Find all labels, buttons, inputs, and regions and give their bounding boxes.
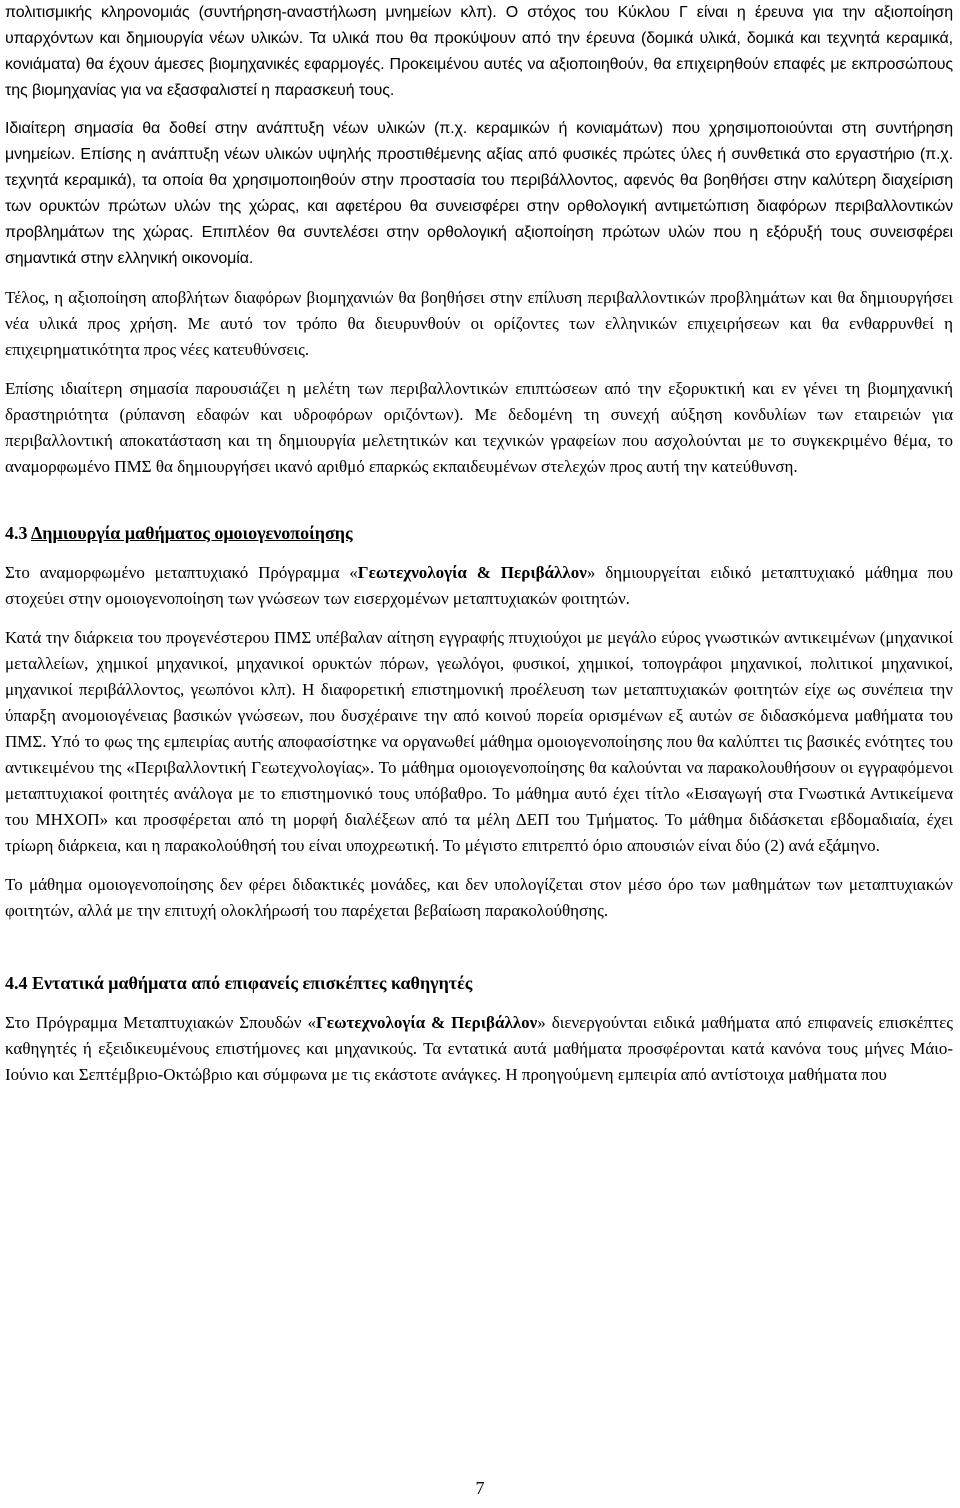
text-fragment: » δημιουργείται ειδικό μεταπτυχιακό μάθημα που στοχεύει στην ομοιογενοποίηση των γνώσεων των εισερχομένων μεταπτυχιακών φοιτητών. (5, 563, 954, 608)
section-title-4-3: Δημιουργία μαθήματος ομοιογενοποίησης (31, 523, 353, 543)
paragraph-industrial-waste: Τέλος, η αξιοποίηση αποβλήτων διαφόρων βιομηχανιών θα βοηθήσει στην επίλυση περιβαλλοντικών προβλημάτων και θα δημιουργήσει νέα υλικά προς χρήση. Με αυτό τον τρόπο θα διευρυνθούν οι ορίζοντες των ελληνικών επιχειρήσεων και θα ενθαρρυνθεί η επιχειρηματικότητα προς νέες κατευθύνσεις. (5, 288, 953, 359)
section-title-4-4: Εντατικά μαθήματα από επιφανείς επισκέπτες καθηγητές (32, 973, 473, 993)
paragraph-previous-program: Κατά την διάρκεια του προγενέστερου ΠΜΣ υπέβαλαν αίτηση εγγραφής πτυχιούχοι με μεγάλο εύρος γνωστικών αντικειμένων (μηχανικοί μεταλλείων, χημικοί μηχανικοί, μηχανικοί ορυκτών πόρων, γεωλόγοι, φυσικοί, χημικοί, τοπογράφοι μηχανικοί, πολιτικοί μηχανικοί, μηχανικοί περιβάλλοντος, γεωπόνοι κλπ). Η διαφορετική επιστημονική προέλευση των μεταπτυχιακών φοιτητών είχε ως συνέπεια την ύπαρξη ανομοιογένειας βασικών γνώσεων, που δυσχέραινε την από κοινού πορεία ορισμένων εξ αυτών σε διδασκόμενα μαθήματα του ΠΜΣ. Υπό το φως της εμπειρίας αυτής αποφασίστηκε να οργανωθεί μάθημα ομοιογενοποίησης που θα καλύπτει τις βασικές ενότητες του αντικειμένου της «Περιβαλλοντική Γεωτεχνολογίας». Το μάθημα ομοιογενοποίησης θα καλούνται να παρακολουθήσουν οι εγγραφόμενοι μεταπτυχιακοί φοιτητές ανάλογα με το επιστημονικό τους υπόβαθρο. Το μάθημα αυτό έχει τίτλο «Εισαγωγή στα Γνωστικά Αντικείμενα του ΜΗΧΟΠ» και προσφέρεται από τη μορφή διαλέξεων από τα μέλη ΔΕΠ του Τμήματος. Το μάθημα διδάσκεται εβδομαδιαία, έχει τρίωρη διάρκεια, και η παρακολούθησή του είναι υποχρεωτική. Το μέγιστο επιτρεπτό όριο απουσιών είναι δύο (2) ανά εξάμηνο. (5, 628, 953, 855)
program-name-bold: Γεωτεχνολογία & Περιβάλλον (315, 1013, 538, 1032)
page-number: 7 (475, 1478, 485, 1498)
paragraph-intensive-courses (5, 1010, 953, 1088)
text-fragment: » διενεργούνται ειδικά μαθήματα από επιφανείς επισκέπτες καθηγητές ή εξειδικευμένους επιστήμονες και μηχανικούς. Τα εντατικά αυτά μαθήματα προσφέρονται κατά κανόνα τους μήνες Μάιο-Ιούνιο και Σεπτέμβριο-Οκτώβριο και σύμφωνα με τις εκάστοτε ανάγκες. Η προηγούμενη εμπειρία από αντίστοιχα μαθήματα που (5, 1013, 954, 1084)
section-number-4-4: 4.4 (5, 973, 32, 993)
paragraph-homogenization-course (5, 560, 953, 612)
paragraph-environmental-impact: Επίσης ιδιαίτερη σημασία παρουσιάζει η μελέτη των περιβαλλοντικών επιπτώσεων από την εξορυκτική και εν γένει τη βιομηχανική δραστηριότητα (ρύπανση εδαφών και υδροφόρων οριζόντων). Με δεδομένη τη συνεχή αύξηση κονδυλίων των εταιρειών για περιβαλλοντική αποκατάσταση και τη δημιουργία μελετητικών και τεχνικών γραφείων που ασχολούνται με το συγκεκριμένο θέμα, το αναμορφωμένο ΠΜΣ θα δημιουργήσει ικανό αριθμό επαρκώς εκπαιδευμένων στελεχών προς αυτή την κατεύθυνση. (5, 379, 953, 476)
program-name-bold: Γεωτεχνολογία & Περιβάλλον (357, 563, 587, 582)
paragraph-course-credits: Το μάθημα ομοιογενοποίησης δεν φέρει διδακτικές μονάδες, και δεν υπολογίζεται στον μέσο όρο των μαθημάτων των μεταπτυχιακών φοιτητών, αλλά με την επιτυχή ολοκλήρωσή του παρέχεται βεβαίωση παρακολούθησης. (5, 875, 953, 920)
text-fragment: Στο Πρόγραμμα Μεταπτυχιακών Σπουδών « (5, 1013, 316, 1032)
paragraph-new-materials: Ιδιαίτερη σημασία θα δοθεί στην ανάπτυξη νέων υλικών (π.χ. κεραμικών ή κονιαμάτων) που χρησιμοποιούνται στη συντήρηση μνημείων. Επίσης η ανάπτυξη νέων υλικών υψηλής προστιθέμενης αξίας από φυσικές πρώτες ύλες ή συνθετικά στο εργαστήριο (π.χ. τεχνητά κεραμικά), τα οποία θα χρησιμοποιηθούν στην προστασία του περιβάλλοντος, αφενός θα βοηθήσει στην καλύτερη διαχείριση των ορυκτών πρώτων υλών της χώρας, και αφετέρου θα συνεισφέρει στην ορθολογική αντιμετώπιση διαφόρων περιβαλλοντικών προβλημάτων της χώρας. Επιπλέον θα συντελέσει στην ορθολογική αξιοποίηση πρώτων υλών που η εξόρυξή τους συνεισφέρει σημαντικά στην ελληνική οικονομία. (5, 120, 953, 267)
text-fragment: Στο αναμορφωμένο μεταπτυχιακό Πρόγραμμα « (5, 563, 358, 582)
document-page (5, 0, 953, 1088)
section-number-4-3: 4.3 (5, 523, 32, 543)
section-heading-4-3 (5, 520, 953, 546)
section-heading-4-4 (5, 970, 953, 996)
paragraph-research-materials: πολιτισμικής κληρονομιάς (συντήρηση-αναστήλωση μνημείων κλπ). Ο στόχος του Κύκλου Γ είναι η έρευνα για την αξιοποίηση υπαρχόντων και δημιουργία νέων υλικών. Τα υλικά που θα προκύψουν από την έρευνα (δομικά υλικά, δομικά και τεχνητά κεραμικά, κονιάματα) θα έχουν άμεσες βιομηχανικές εφαρμογές. Προκειμένου αυτές να αξιοποιηθούν, θα επιχειρηθούν επαφές με εκπροσώπους της βιομηχανίας για να εξασφαλιστεί η παρασκευή τους. (5, 4, 953, 99)
